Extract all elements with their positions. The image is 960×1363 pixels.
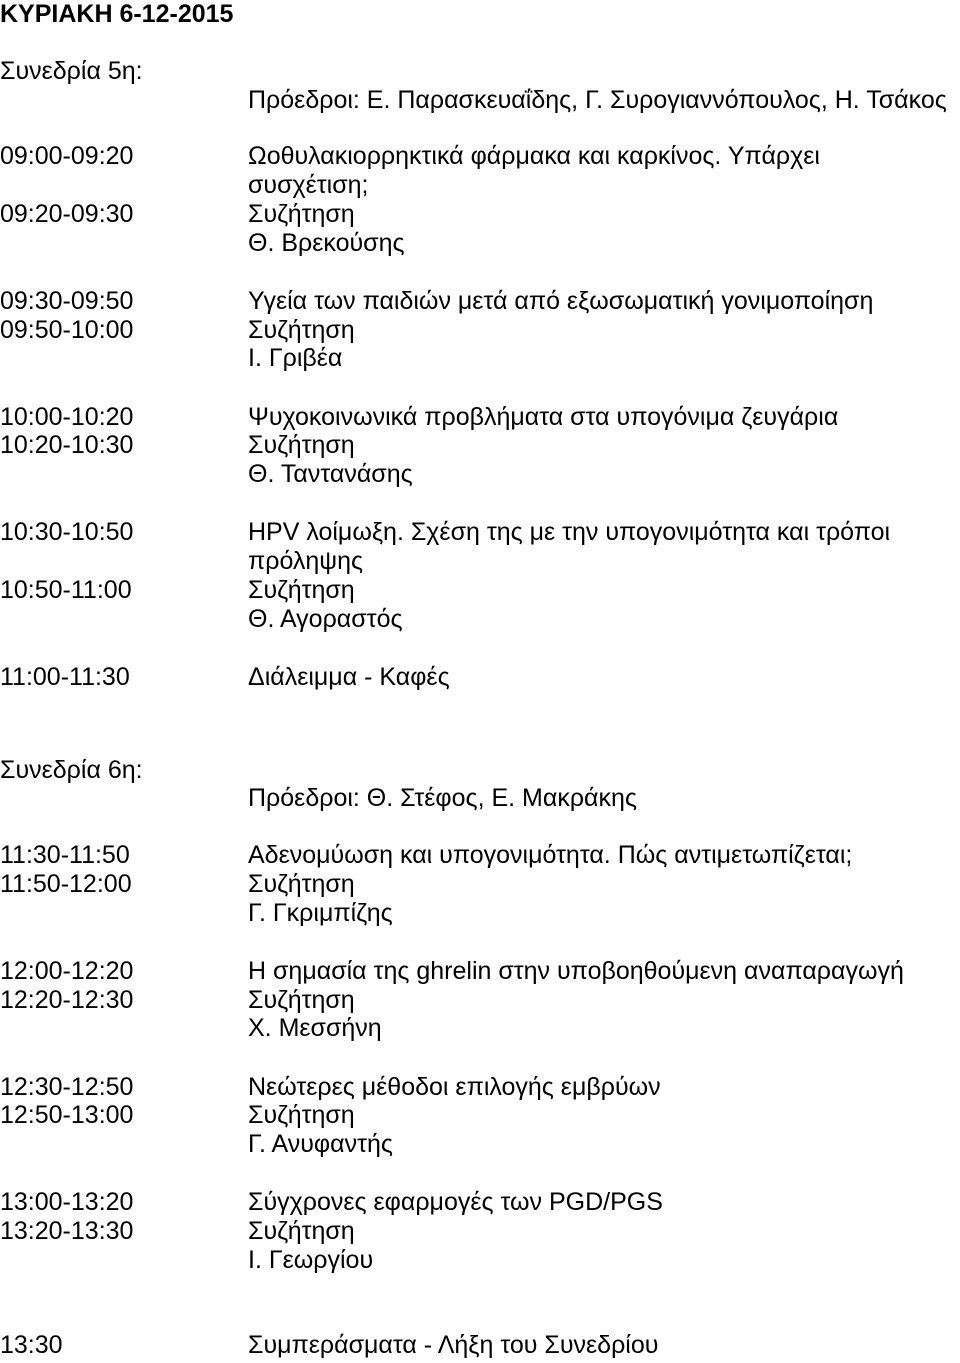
talk-time: 10:30-10:50 [0, 518, 134, 547]
session-chairs: Πρόεδροι: Θ. Στέφος, Ε. Μακράκης [248, 784, 637, 813]
talk [0, 841, 960, 927]
talk-speaker: Θ. Ταντανάσης [248, 460, 413, 488]
talk-title: Αδενομύωση και υπογονιμότητα. Πώς αντιμετωπίζεται; [248, 841, 853, 869]
day-title: ΚΥΡΙΑΚΗ 6-12-2015 [0, 0, 234, 28]
discussion-label: Συζήτηση [248, 1101, 355, 1130]
coffee-break [0, 663, 960, 692]
talk-time: 09:30-09:50 [0, 286, 134, 315]
discussion-label: Συζήτηση [248, 315, 355, 344]
talk-speaker: Θ. Αγοραστός [248, 604, 403, 633]
closing [0, 1331, 960, 1360]
closing-label: Συμπεράσματα - Λήξη του Συνεδρίου [248, 1330, 659, 1359]
closing-time: 13:30 [0, 1330, 63, 1359]
session [0, 756, 960, 1275]
discussion-time: 12:20-12:30 [0, 985, 134, 1014]
talk [0, 1188, 960, 1274]
talk-title: Η σημασία της ghrelin στην υποβοηθούμενη αναπαραγωγή [248, 956, 904, 985]
talk-speaker: Θ. Βρεκούσης [248, 228, 405, 257]
discussion-time: 12:50-13:00 [0, 1101, 134, 1130]
talk-title: Σύγχρονες εφαρμογές των PGD/PGS [248, 1188, 663, 1217]
discussion-time: 10:20-10:30 [0, 431, 134, 460]
break-label: Διάλειμμα - Καφές [248, 662, 450, 691]
talk-title: Νεώτερες μέθοδοι επιλογής εμβρύων [248, 1072, 661, 1101]
session-chairs: Πρόεδροι: Ε. Παρασκευαΐδης, Γ. Συρογιαννόπουλος, Η. Τσάκος [248, 85, 947, 114]
talk-speaker: Γ. Γκριμπίζης [248, 898, 393, 927]
talk-title: Υγεία των παιδιών μετά από εξωσωματική γονιμοποίηση [248, 286, 874, 315]
talk-title: Ωοθυλακιορρηκτικά φάρμακα και καρκίνος. Υπάρχει συσχέτιση; [248, 142, 820, 199]
session [0, 57, 960, 692]
discussion-label: Συζήτηση [248, 869, 355, 898]
talk [0, 142, 960, 257]
talk-speaker: Γ. Ανυφαντής [248, 1130, 393, 1158]
talk-time: 11:30-11:50 [0, 841, 130, 869]
talk-speaker: Χ. Μεσσήνη [248, 1014, 382, 1043]
talk [0, 957, 960, 1043]
talk-time: 10:00-10:20 [0, 402, 134, 431]
discussion-label: Συζήτηση [248, 575, 355, 604]
discussion-time: 09:50-10:00 [0, 315, 134, 344]
talk-time: 09:00-09:20 [0, 142, 134, 171]
talk [0, 403, 960, 489]
discussion-label: Συζήτηση [248, 431, 355, 460]
talk-speaker: Ι. Γριβέα [248, 344, 343, 373]
session-title: Συνεδρία 5η: [0, 56, 143, 85]
talk-time: 12:00-12:20 [0, 956, 134, 985]
talk-speaker: Ι. Γεωργίου [248, 1245, 374, 1274]
discussion-time: 13:20-13:30 [0, 1217, 134, 1245]
discussion-label: Συζήτηση [248, 199, 355, 228]
discussion-time: 09:20-09:30 [0, 199, 134, 228]
discussion-label: Συζήτηση [248, 1217, 355, 1245]
discussion-time: 10:50-11:00 [0, 575, 132, 604]
talk [0, 287, 960, 373]
talk [0, 518, 960, 633]
talk [0, 1073, 960, 1159]
discussion-label: Συζήτηση [248, 985, 355, 1014]
break-time: 11:00-11:30 [0, 662, 130, 691]
talk-time: 13:00-13:20 [0, 1188, 134, 1217]
talk-title: Ψυχοκοινωνικά προβλήματα στα υπογόνιμα ζευγάρια [248, 402, 839, 431]
session-title: Συνεδρία 6η: [0, 755, 143, 784]
talk-time: 12:30-12:50 [0, 1072, 134, 1101]
discussion-time: 11:50-12:00 [0, 869, 132, 898]
talk-title: HPV λοίμωξη. Σχέση της με την υπογονιμότητα και τρόποι πρόληψης [248, 518, 891, 575]
